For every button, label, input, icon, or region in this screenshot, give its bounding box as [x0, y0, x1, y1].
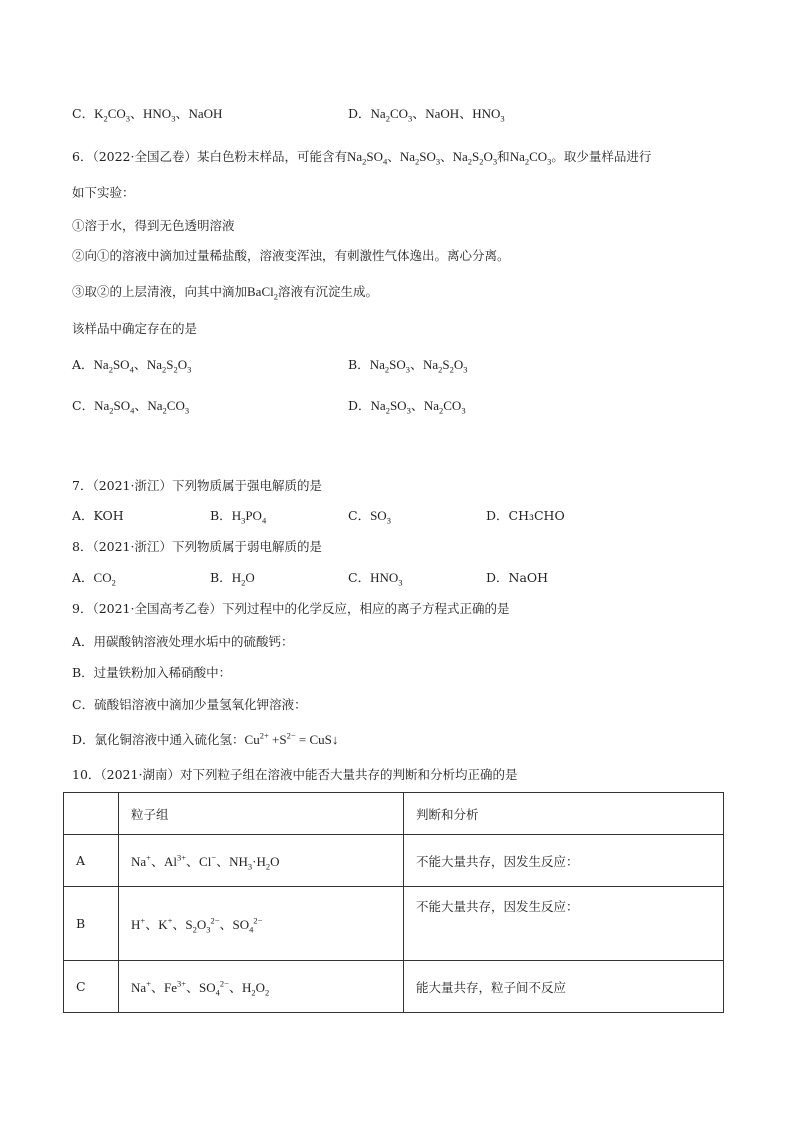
q6-step2: ②向①的溶液中滴加过量稀盐酸，溶液变浑浊，有刺激性气体逸出。离心分离。 [72, 248, 510, 263]
q10-row-group: H+、K+、$S_2O_3^{2-}$、$SO_4^{2-}$ [119, 887, 404, 961]
q7-option-d: D．CH₃CHO [486, 508, 565, 523]
q6-option-c: C．$Na_2SO_4$、$Na_2CO_3$ [72, 398, 190, 416]
q10-row-label: A [64, 835, 119, 887]
q10-header-group: 粒子组 [119, 793, 404, 835]
q6-option-a: A．$Na_2SO_4$、$Na_2S_2O_3$ [72, 357, 192, 375]
q6-option-d: D．$Na_2SO_3$、$Na_2CO_3$ [348, 398, 466, 416]
q10-row-group: Na+、$Al^{3+}$、Cl−、$NH_3\cdot H_2O$ [119, 835, 404, 887]
q10-header-analysis: 判断和分析 [404, 793, 724, 835]
q10-row-analysis: 不能大量共存，因发生反应： [404, 835, 724, 887]
q6-step1: ①溶于水，得到无色透明溶液 [72, 218, 235, 233]
q8-stem: 8．（2021·浙江）下列物质属于弱电解质的是 [72, 539, 322, 554]
q8-option-b: B．$H_2O$ [210, 570, 255, 588]
table-row [64, 961, 724, 1013]
q9-stem: 9．（2021·全国高考乙卷）下列过程中的化学反应，相应的离子方程式正确的是 [72, 601, 510, 616]
q8-option-d: D．NaOH [486, 570, 549, 585]
q6-step3: ③取②的上层清液，向其中滴加BaCl$_2$溶液有沉淀生成。 [72, 284, 379, 302]
q6-question: 该样品中确定存在的是 [72, 321, 198, 336]
table-row [64, 835, 724, 887]
q9-option-b: B．过量铁粉加入稀硝酸中： [72, 665, 232, 680]
q6-stem: 6．（2022·全国乙卷）某白色粉末样品，可能含有$Na_2SO_4$、$Na_2SO_3$、$Na_2S_2O_3$和$Na_2CO_3$。取少量样品进行 [72, 149, 652, 167]
q10-row-analysis: 能大量共存，粒子间不反应 [404, 961, 724, 1013]
q10-row-label: C [64, 961, 119, 1013]
q10-row-analysis: 不能大量共存，因发生反应： [404, 887, 724, 961]
q10-row-label: B [64, 887, 119, 961]
q7-stem: 7．（2021·浙江）下列物质属于强电解质的是 [72, 478, 322, 493]
q5-option-c: C．$K_2CO_3$、$HNO_3$、NaOH [72, 106, 223, 124]
q10-table [63, 792, 724, 1013]
q10-stem: 10．（2021·湖南）对下列粒子组在溶液中能否大量共存的判断和分析均正确的是 [72, 767, 518, 782]
q10-header-blank [64, 793, 119, 835]
q9-option-a: A．用碳酸钠溶液处理水垢中的硫酸钙： [72, 634, 294, 649]
q9-option-d: D．氯化铜溶液中通入硫化氢：$Cu^{2+} +S^{2-}$ = CuS↓ [72, 730, 339, 747]
q5-option-d: D．$Na_2CO_3$、NaOH、$HNO_3$ [348, 106, 505, 124]
q9-option-c: C．硫酸铝溶液中滴加少量氢氧化钾溶液： [72, 697, 307, 712]
q5-option-d-formula: $Na_2CO_3$、NaOH、$HNO_3$ [370, 106, 505, 124]
q8-option-a: A．$CO_2$ [72, 570, 116, 588]
q7-option-c: C．$SO_3$ [348, 508, 391, 526]
q7-option-a: A．KOH [72, 508, 124, 523]
q8-option-c: C．$HNO_3$ [348, 570, 403, 588]
q6-option-b: B．$Na_2SO_3$、$Na_2S_2O_3$ [348, 357, 468, 375]
q7-option-b: B．$H_3PO_4$ [210, 508, 267, 526]
q6-stem-line2: 如下实验： [72, 185, 135, 200]
table-row [64, 887, 724, 961]
q5-option-c-formula: $K_2CO_3$、$HNO_3$、NaOH [94, 106, 223, 124]
q10-row-group: Na+、$Fe^{3+}$、$SO_4^{2-}$、$H_2O_2$ [119, 961, 404, 1013]
